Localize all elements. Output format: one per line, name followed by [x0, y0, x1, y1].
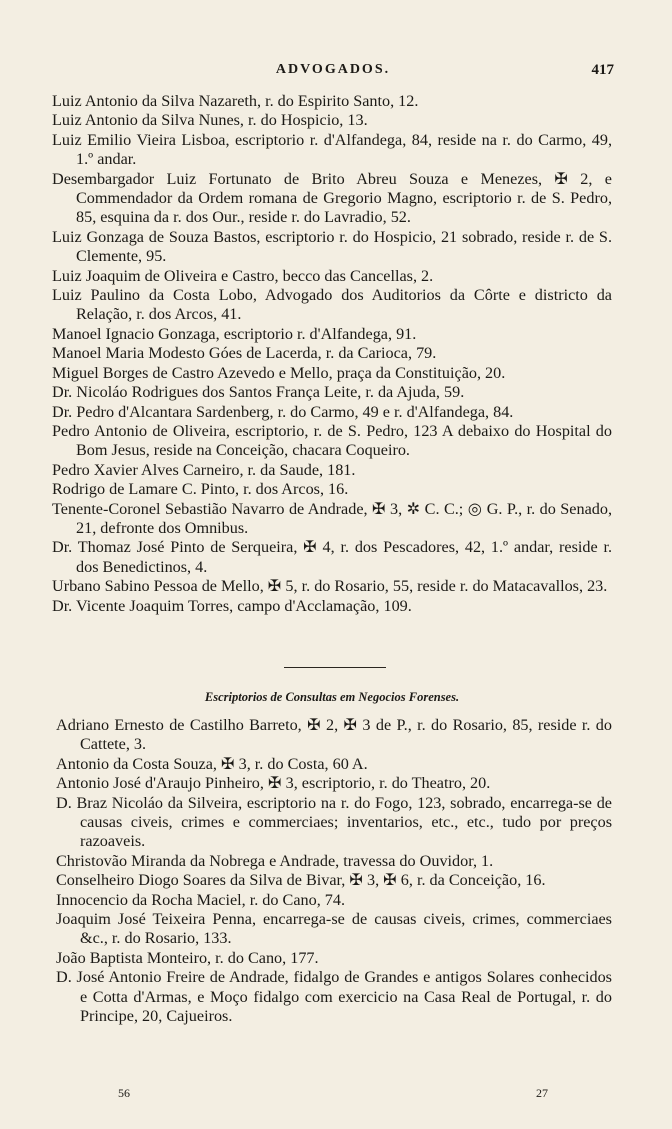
- page-footer: [52, 1086, 612, 1104]
- list-entry: Luiz Antonio da Silva Nazareth, r. do Espirito Santo, 12.: [52, 92, 419, 110]
- signature-mark-right: 27: [536, 1086, 548, 1100]
- page-header: [52, 62, 614, 84]
- list-entry: Conselheiro Diogo Soares da Silva de Bivar, ✠ 3, ✠ 6, r. da Conceição, 16.: [56, 871, 546, 890]
- list-entry: Luiz Emilio Vieira Lisboa, escriptorio r. d'Alfandega, 84, reside na r. do Carmo, 49, 1.º andar.: [52, 130, 612, 169]
- list-entry: Miguel Borges de Castro Azevedo e Mello, praça da Constituição, 20.: [52, 363, 506, 382]
- list-entry: Tenente-Coronel Sebastião Navarro de Andrade, ✠ 3, ✲ C. C.; ◎ G. P., r. do Senado, 21, defronte dos Omnibus.: [52, 499, 612, 537]
- list-entry: Joaquim José Teixeira Penna, encarrega-se de causas civeis, crimes, commerciaes &c., r. do Rosario, 133.: [56, 910, 612, 948]
- list-entry: Dr. Thomaz José Pinto de Serqueira, ✠ 4, r. dos Pescadores, 42, 1.º andar, reside r. dos Benedictinos, 4.: [52, 538, 612, 576]
- list-entry: Antonio José d'Araujo Pinheiro, ✠ 3, escriptorio, r. do Theatro, 20.: [56, 774, 491, 793]
- running-title: ADVOGADOS.: [275, 62, 391, 77]
- list-entry: Luiz Paulino da Costa Lobo, Advogado dos Auditorios da Côrte e districto da Relação, r. dos Arcos, 41.: [52, 286, 612, 324]
- list-entry: Manoel Ignacio Gonzaga, escriptorio r. d'Alfandega, 91.: [52, 324, 417, 343]
- list-entry: Dr. Pedro d'Alcantara Sardenberg, r. do Carmo, 49 e r. d'Alfandega, 84.: [52, 402, 514, 421]
- list-entry: João Baptista Monteiro, r. do Cano, 177.: [56, 948, 319, 967]
- list-entry: D. José Antonio Freire de Andrade, fidalgo de Grandes e antigos Solares conhecidos e Cotta d'Armas, e Moço fidalgo com exercicio na Casa Real de Portugal, r. do Principe, 20, Cajueiros.: [56, 968, 612, 1026]
- list-entry: Luiz Joaquim de Oliveira e Castro, becco das Cancellas, 2.: [52, 266, 434, 285]
- list-entry: Adriano Ernesto de Castilho Barreto, ✠ 2, ✠ 3 de P., r. do Rosario, 85, reside r. do Cattete, 3.: [56, 716, 612, 754]
- list-entry: Luiz Gonzaga de Souza Bastos, escriptorio r. do Hospicio, 21 sobrado, reside r. de S. Clemente, 95.: [52, 227, 612, 266]
- list-entry: Manoel Maria Modesto Góes de Lacerda, r. da Carioca, 79.: [52, 344, 437, 363]
- list-entry: Dr. Nicoláo Rodrigues dos Santos França Leite, r. da Ajuda, 59.: [52, 383, 465, 402]
- list-entry: Pedro Xavier Alves Carneiro, r. da Saude, 181.: [52, 460, 356, 479]
- list-entry: Dr. Vicente Joaquim Torres, campo d'Acclamação, 109.: [52, 596, 412, 615]
- list-entry: Christovão Miranda da Nobrega e Andrade, travessa do Ouvidor, 1.: [56, 851, 494, 870]
- list-entry: Desembargador Luiz Fortunato de Brito Abreu Souza e Menezes, ✠ 2, e Commendador da Ordem romana de Gregorio Magno, escriptorio r. de S. Pedro, 85, esquina da r. dos Our., reside r. do Lavradio, 52.: [52, 169, 612, 227]
- list-entry: Innocencio da Rocha Maciel, r. do Cano, 74.: [56, 890, 346, 909]
- list-entry: Pedro Antonio de Oliveira, escriptorio, r. de S. Pedro, 123 A debaixo do Hospital do Bom Jesus, reside na Conceição, chacara Coqueiro.: [52, 421, 612, 460]
- section-heading: Escriptorios de Consultas em Negocios Forenses.: [204, 690, 460, 704]
- advogados-list: [52, 92, 612, 616]
- list-entry: Rodrigo de Lamare C. Pinto, r. dos Arcos, 16.: [52, 480, 349, 499]
- page-number: 417: [591, 62, 614, 78]
- signature-mark-left: 56: [118, 1086, 130, 1100]
- list-entry: Luiz Antonio da Silva Nunes, r. do Hospicio, 13.: [52, 111, 368, 130]
- list-entry: D. Braz Nicoláo da Silveira, escriptorio na r. do Fogo, 123, sobrado, encarrega-se de causas civeis, crimes e commerciaes; inventarios, etc., etc., tudo por preços razoaveis.: [56, 793, 612, 851]
- list-entry: Antonio da Costa Souza, ✠ 3, r. do Costa, 60 A.: [56, 754, 368, 773]
- escriptorios-list: [56, 716, 612, 1027]
- section-divider: [284, 667, 386, 668]
- list-entry: Urbano Sabino Pessoa de Mello, ✠ 5, r. do Rosario, 55, reside r. do Matacavallos, 23.: [52, 577, 608, 596]
